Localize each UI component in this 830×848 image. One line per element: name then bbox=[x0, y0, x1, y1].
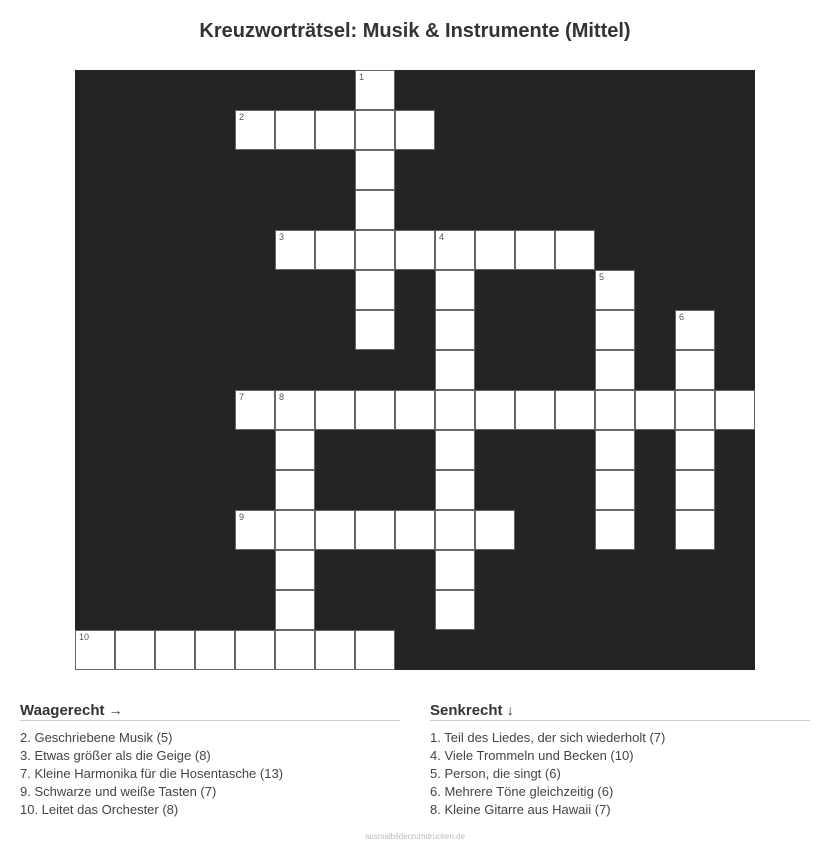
crossword-cell[interactable] bbox=[435, 350, 475, 390]
crossword-cell[interactable] bbox=[515, 230, 555, 270]
clue-number: 5 bbox=[599, 272, 605, 282]
clue-number: 4 bbox=[439, 232, 445, 242]
clue-number: 2 bbox=[239, 112, 245, 122]
crossword-cell[interactable] bbox=[475, 510, 515, 550]
footer-credit: ausmalbilderzumdrucken.de bbox=[364, 832, 466, 841]
clue-number: 1 bbox=[359, 72, 365, 82]
crossword-cell[interactable] bbox=[595, 390, 635, 430]
crossword-cell[interactable] bbox=[355, 230, 395, 270]
crossword-cell[interactable] bbox=[675, 390, 715, 430]
crossword-cell[interactable] bbox=[235, 510, 275, 550]
crossword-cell[interactable] bbox=[315, 390, 355, 430]
clues-down-title: Senkrecht bbox=[430, 702, 503, 719]
crossword-cell[interactable] bbox=[315, 110, 355, 150]
crossword-cell[interactable] bbox=[395, 510, 435, 550]
crossword-cell[interactable] bbox=[355, 310, 395, 350]
crossword-cell[interactable] bbox=[595, 430, 635, 470]
crossword-cell[interactable] bbox=[115, 630, 155, 670]
crossword-cell[interactable] bbox=[435, 390, 475, 430]
crossword-cell[interactable] bbox=[315, 230, 355, 270]
crossword-cell[interactable] bbox=[595, 510, 635, 550]
crossword-cell[interactable] bbox=[595, 270, 635, 310]
crossword-cell[interactable] bbox=[435, 310, 475, 350]
crossword-cell[interactable] bbox=[435, 430, 475, 470]
crossword-cell[interactable] bbox=[275, 470, 315, 510]
crossword-cell[interactable] bbox=[435, 270, 475, 310]
crossword-cell[interactable] bbox=[435, 470, 475, 510]
crossword-cell[interactable] bbox=[75, 630, 115, 670]
crossword-cell[interactable] bbox=[355, 630, 395, 670]
crossword-cell[interactable] bbox=[555, 390, 595, 430]
arrow-right-icon: → bbox=[108, 702, 123, 718]
clue-down-item: 5. Person, die singt (6) bbox=[430, 766, 561, 781]
crossword-cell[interactable] bbox=[275, 630, 315, 670]
clue-across-item: 10. Leitet das Orchester (8) bbox=[20, 802, 179, 817]
crossword-cell[interactable] bbox=[675, 430, 715, 470]
crossword-cell[interactable] bbox=[635, 390, 675, 430]
crossword-cell[interactable] bbox=[435, 590, 475, 630]
crossword-cell[interactable] bbox=[275, 230, 315, 270]
crossword-cell[interactable] bbox=[395, 230, 435, 270]
crossword-cell[interactable] bbox=[355, 510, 395, 550]
clue-number: 7 bbox=[239, 392, 245, 402]
clues-across-title: Waagerecht bbox=[20, 702, 105, 719]
crossword-cell[interactable] bbox=[355, 150, 395, 190]
crossword-cell[interactable] bbox=[355, 110, 395, 150]
crossword-cell[interactable] bbox=[235, 110, 275, 150]
crossword-cell[interactable] bbox=[235, 390, 275, 430]
clue-across-item: 2. Geschriebene Musik (5) bbox=[20, 730, 173, 745]
clue-across-item: 3. Etwas größer als die Geige (8) bbox=[20, 748, 211, 763]
clue-down-item: 4. Viele Trommeln und Becken (10) bbox=[430, 748, 634, 763]
crossword-cell[interactable] bbox=[275, 510, 315, 550]
crossword-cell[interactable] bbox=[715, 390, 755, 430]
crossword-cell[interactable] bbox=[395, 110, 435, 150]
crossword-cell[interactable] bbox=[195, 630, 235, 670]
clue-number: 10 bbox=[79, 632, 90, 642]
clue-number: 8 bbox=[279, 392, 285, 402]
crossword-cell[interactable] bbox=[315, 510, 355, 550]
crossword-cell[interactable] bbox=[275, 590, 315, 630]
clue-number: 3 bbox=[279, 232, 285, 242]
crossword-cell[interactable] bbox=[435, 510, 475, 550]
crossword-cell[interactable] bbox=[315, 630, 355, 670]
clue-down-item: 6. Mehrere Töne gleichzeitig (6) bbox=[430, 784, 614, 799]
crossword-cell[interactable] bbox=[395, 390, 435, 430]
clue-down-item: 8. Kleine Gitarre aus Hawaii (7) bbox=[430, 802, 611, 817]
clue-across-item: 7. Kleine Harmonika für die Hosentasche (13) bbox=[20, 766, 284, 781]
crossword-grid bbox=[75, 70, 755, 670]
clues-across-heading bbox=[20, 702, 400, 721]
crossword-cell[interactable] bbox=[355, 190, 395, 230]
crossword-cell[interactable] bbox=[555, 230, 595, 270]
clues-down-heading bbox=[430, 702, 810, 721]
crossword-cell[interactable] bbox=[355, 270, 395, 310]
crossword-cell[interactable] bbox=[595, 350, 635, 390]
crossword-cell[interactable] bbox=[595, 310, 635, 350]
clue-down-item: 1. Teil des Liedes, der sich wiederholt (7) bbox=[430, 730, 666, 745]
clue-across-item: 9. Schwarze und weiße Tasten (7) bbox=[20, 784, 217, 799]
crossword-cell[interactable] bbox=[475, 390, 515, 430]
crossword-cell[interactable] bbox=[675, 350, 715, 390]
crossword-cell[interactable] bbox=[435, 550, 475, 590]
page-title: Kreuzworträtsel: Musik & Instrumente (Mittel) bbox=[199, 20, 631, 42]
crossword-cell[interactable] bbox=[235, 630, 275, 670]
clues-down-list bbox=[430, 729, 810, 819]
crossword-cell[interactable] bbox=[155, 630, 195, 670]
clues-across-list bbox=[20, 729, 400, 819]
crossword-cell[interactable] bbox=[475, 230, 515, 270]
crossword-cell[interactable] bbox=[355, 70, 395, 110]
arrow-down-icon: ↓ bbox=[506, 702, 514, 718]
crossword-cell[interactable] bbox=[435, 230, 475, 270]
crossword-cell[interactable] bbox=[595, 470, 635, 510]
crossword-cell[interactable] bbox=[675, 470, 715, 510]
crossword-cell[interactable] bbox=[675, 510, 715, 550]
crossword-cell[interactable] bbox=[275, 430, 315, 470]
clues-across bbox=[20, 702, 400, 819]
crossword-cell[interactable] bbox=[275, 110, 315, 150]
crossword-cell[interactable] bbox=[275, 390, 315, 430]
clue-number: 6 bbox=[679, 312, 685, 322]
crossword-cell[interactable] bbox=[355, 390, 395, 430]
clues-down bbox=[430, 702, 810, 819]
clue-number: 9 bbox=[239, 512, 245, 522]
crossword-cell[interactable] bbox=[275, 550, 315, 590]
crossword-cell[interactable] bbox=[515, 390, 555, 430]
crossword-cell[interactable] bbox=[675, 310, 715, 350]
